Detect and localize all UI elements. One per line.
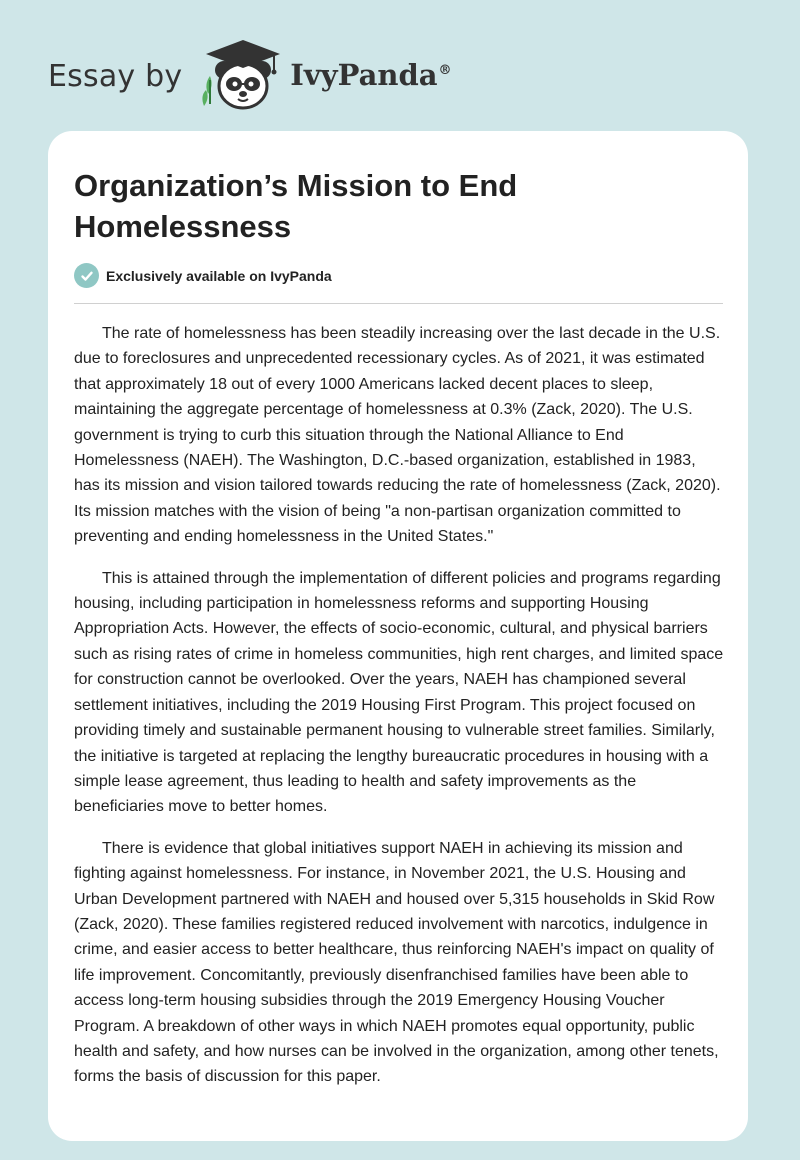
panda-graduation-cap-icon — [196, 36, 286, 116]
registered-mark: ® — [438, 63, 452, 79]
essay-body — [74, 321, 724, 1106]
check-icon — [74, 263, 99, 288]
paragraph-1: The rate of homelessness has been steadily increasing over the last decade in the U.S. due to foreclosures and unprecedented recessionary cycles. As of 2021, it was estimated that approximately 18 out of every 1000 Americans lacked decent places to sleep, maintaining the aggregate percentage of homelessness at 0.3% (Zack, 2020). The U.S. government is trying to curb this situation through the National Alliance to End Homelessness (NAEH). The Washington, D.C.-based organization, established in 1983, has its mission and vision tailored towards reducing the rate of homelessness (Zack, 2020). Its mission matches with the vision of being "a non-partisan organization committed to preventing and ending homelessness in the United States." — [74, 325, 721, 546]
essay-by-label: Essay by — [48, 58, 183, 94]
site-header — [48, 36, 452, 116]
paragraph-3: There is evidence that global initiatives support NAEH in achieving its mission and fighting against homelessness. For instance, in November 2021, the U.S. Housing and Urban Development partnered with NAEH and housed over 5,315 households in Skid Row (Zack, 2020). These families registered reduced involvement with narcotics, indulgence in crime, and easier access to better healthcare, thus reinforcing NAEH's impact on quality of life improvement. Concomitantly, previously disenfranchised families have been able to access long-term housing subsidies through the 2019 Emergency Housing Voucher Program. A breakdown of other ways in which NAEH promotes equal opportunity, public health and safety, and how nurses can be involved in the organization, among other tenets, forms the basis of discussion for this paper. — [74, 839, 719, 1086]
exclusive-badge — [74, 263, 332, 288]
page-title: Organization’s Mission to End Homelessness — [74, 168, 518, 244]
essay-card — [48, 131, 748, 1141]
divider — [74, 303, 723, 304]
paragraph-2: This is attained through the implementation of different policies and programs regarding housing, including participation in homelessness reforms and supporting Housing Appropriation Acts. However, the effects of socio-economic, cultural, and physical barriers such as rising rates of crime in homeless communities, high rent charges, and limited space for construction cannot be overlooked. Over the years, NAEH has championed several settlement initiatives, including the 2019 Housing First Program. This project focused on providing timely and sustainable permanent housing to vulnerable street families. Similarly, the initiative is targeted at replacing the lengthy bureaucratic procedures in housing with a simple lease agreement, thus leading to health and safety improvements as the beneficiaries move to better homes. — [74, 569, 724, 816]
ivypanda-logo-text: IvyPanda® — [290, 58, 452, 92]
exclusive-badge-label: Exclusively available on IvyPanda — [106, 267, 332, 284]
